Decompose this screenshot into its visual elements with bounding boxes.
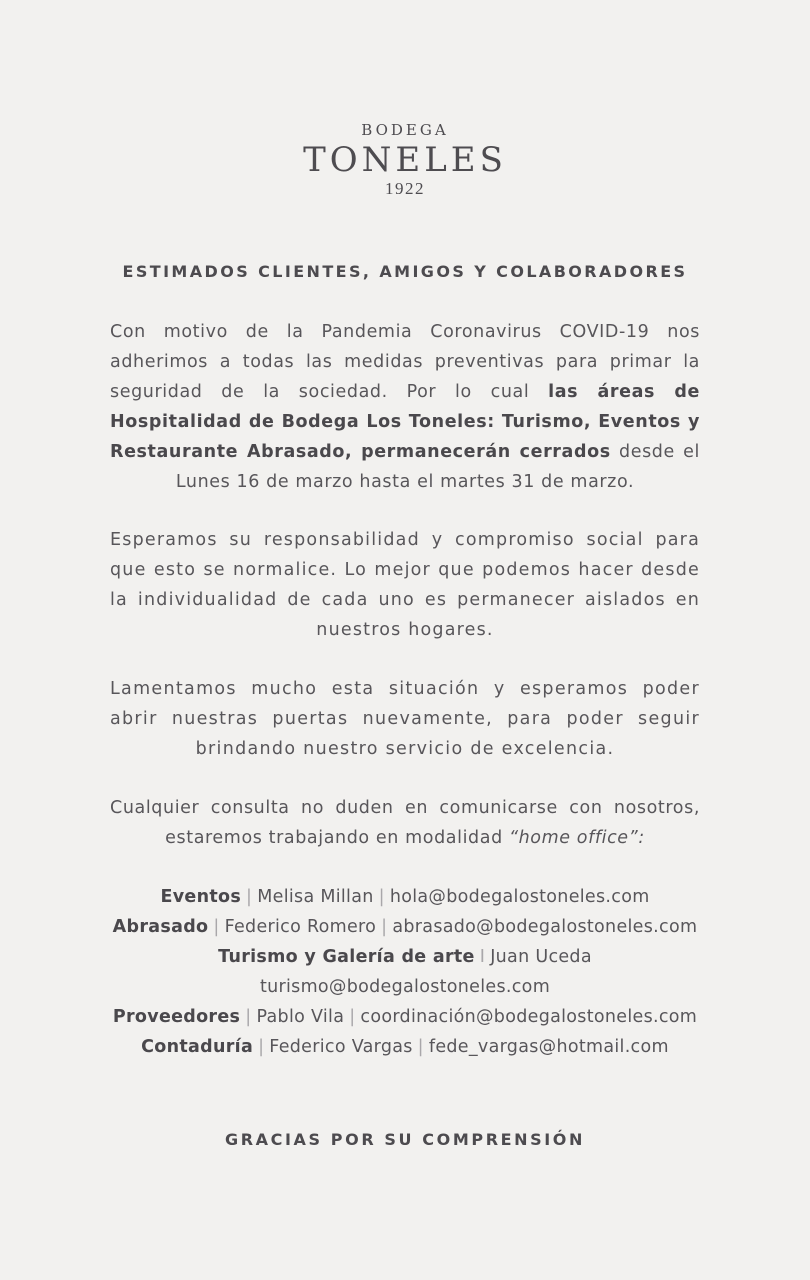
contact-person: Pablo Vila <box>256 1007 345 1027</box>
bodega-toneles-logo <box>0 120 810 199</box>
paragraph-regret: Lamentamos mucho esta situación y esperamos poder abrir nuestras puertas nuevamente, para poder seguir brindando nuestro servicio de excelencia. <box>110 679 700 759</box>
paragraph-closure-dates: desde el Lunes 16 de marzo hasta el martes 31 de marzo. <box>175 442 700 492</box>
contact-row-contaduria <box>100 1032 710 1062</box>
paragraph-closure-intro: Con motivo de la Pandemia Coronavirus COVID-19 nos adherimos a todas las medidas preventivas para primar la seguridad de la sociedad. Por lo cual <box>110 322 700 402</box>
contact-area: Turismo y Galería de arte <box>218 947 475 967</box>
contact-area: Contaduría <box>141 1037 254 1057</box>
contact-area: Proveedores <box>112 1007 241 1027</box>
contact-row-proveedores <box>100 1002 710 1032</box>
paragraph-contact-intro <box>110 793 700 853</box>
contact-intro-text: Cualquier consulta no duden en comunicarse con nosotros, estaremos trabajando en modalidad <box>110 798 700 848</box>
paragraph-responsibility: Esperamos su responsabilidad y compromiso social para que esto se normalice. Lo mejor que podemos hacer desde la individualidad de cada uno es permanecer aislados en nuestros hogares. <box>110 530 700 640</box>
paragraph-closure-bold: las áreas de Hospitalidad de Bodega Los Toneles: Turismo, Eventos y Restaurante Abrasado, permanecerán cerrados <box>110 382 700 462</box>
contact-list <box>100 882 710 1062</box>
contact-row-turismo <box>100 942 710 972</box>
paragraph-closure-notice <box>110 317 700 497</box>
contact-row-eventos <box>100 882 710 912</box>
logo-main-text: TONELES <box>303 140 507 180</box>
contact-person: Juan Uceda <box>490 947 592 967</box>
separator: | <box>213 917 220 937</box>
contact-row-abrasado <box>100 912 710 942</box>
separator: I <box>479 947 486 967</box>
contact-person: Federico Romero <box>224 917 377 937</box>
contact-email: abrasado@bodegalostoneles.com <box>392 917 698 937</box>
contact-email: turismo@bodegalostoneles.com <box>259 977 551 997</box>
closing-thanks: GRACIAS POR SU COMPRENSIÓN <box>224 1130 585 1149</box>
contact-person: Federico Vargas <box>269 1037 413 1057</box>
separator: | <box>378 887 385 907</box>
contact-intro-italic: “home office”: <box>508 828 645 848</box>
separator: | <box>246 887 253 907</box>
greeting-heading: ESTIMADOS CLIENTES, AMIGOS Y COLABORADORES <box>122 262 688 281</box>
contact-email: hola@bodegalostoneles.com <box>389 887 650 907</box>
contact-person: Melisa Millan <box>257 887 374 907</box>
contact-email: coordinación@bodegalostoneles.com <box>360 1007 698 1027</box>
separator: | <box>349 1007 356 1027</box>
contact-area: Abrasado <box>112 917 209 937</box>
contact-email: fede_vargas@hotmail.com <box>428 1037 669 1057</box>
separator: | <box>245 1007 252 1027</box>
separator: | <box>417 1037 424 1057</box>
logo-year-text: 1922 <box>385 179 425 198</box>
contact-area: Eventos <box>160 887 242 907</box>
separator: | <box>381 917 388 937</box>
separator: | <box>258 1037 265 1057</box>
contact-row-turismo-email <box>100 972 710 1002</box>
logo-top-text: BODEGA <box>361 121 449 139</box>
